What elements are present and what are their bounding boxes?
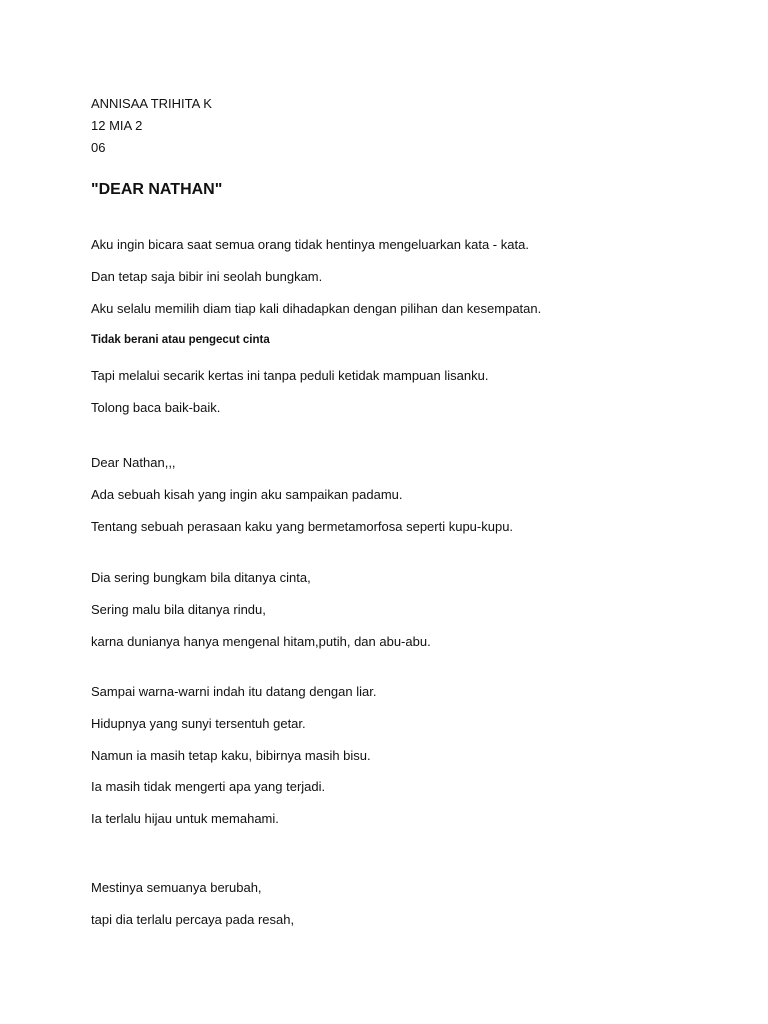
intro-line: Tapi melalui secarik kertas ini tanpa peduli ketidak mampuan lisanku.	[91, 368, 489, 383]
stanza-line: tapi dia terlalu percaya pada resah,	[91, 912, 295, 927]
intro-line: Aku ingin bicara saat semua orang tidak hentinya mengeluarkan kata - kata.	[91, 237, 529, 252]
intro-line: Tolong baca baik-baik.	[91, 400, 221, 415]
stanza-line: Ia masih tidak mengerti apa yang terjadi.	[91, 779, 326, 794]
intro-line-bold: Tidak berani atau pengecut cinta	[91, 334, 270, 346]
stanza-line: Ia terlalu hijau untuk memahami.	[91, 811, 279, 826]
stanza-line: Hidupnya yang sunyi tersentuh getar.	[91, 716, 306, 731]
intro-line: Aku selalu memilih diam tiap kali dihadapkan dengan pilihan dan kesempatan.	[91, 301, 542, 316]
stanza-line: Mestinya semuanya berubah,	[91, 880, 262, 895]
document-title: "DEAR NATHAN"	[91, 181, 223, 198]
stanza-line: Namun ia masih tetap kaku, bibirnya masih bisu.	[91, 748, 371, 763]
letter-line: Ada sebuah kisah yang ingin aku sampaikan padamu.	[91, 487, 403, 502]
stanza-line: karna dunianya hanya mengenal hitam,putih, dan abu-abu.	[91, 634, 431, 649]
stanza-line: Dia sering bungkam bila ditanya cinta,	[91, 570, 311, 585]
stanza-line: Sampai warna-warni indah itu datang dengan liar.	[91, 684, 377, 699]
author-number: 06	[91, 140, 106, 155]
author-class: 12 MIA 2	[91, 118, 143, 133]
letter-line: Tentang sebuah perasaan kaku yang bermetamorfosa seperti kupu-kupu.	[91, 519, 514, 534]
letter-greeting: Dear Nathan,,,	[91, 455, 176, 470]
stanza-line: Sering malu bila ditanya rindu,	[91, 602, 266, 617]
author-name: ANNISAA TRIHITA K	[91, 96, 212, 111]
intro-line: Dan tetap saja bibir ini seolah bungkam.	[91, 269, 323, 284]
